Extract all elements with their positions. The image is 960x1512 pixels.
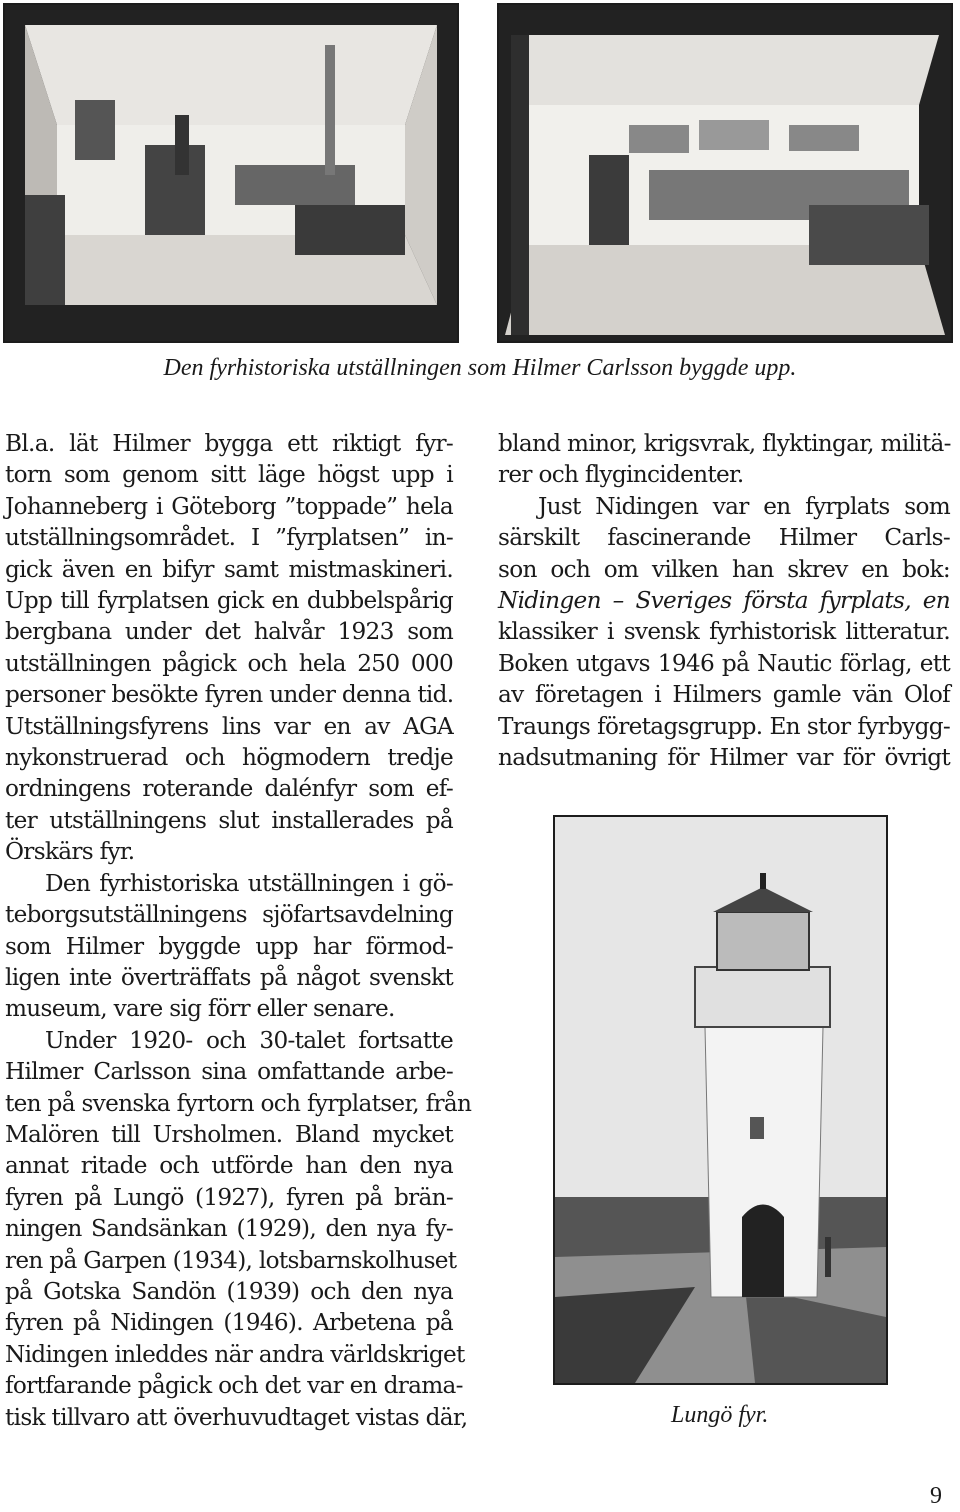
text-line: bergbana under det halvår 1923 som [5,618,453,646]
text-line: Nidingen inleddes när andra världskriget [5,1340,465,1368]
text-line: personer besökte fyren under denna tid. [5,681,454,709]
text-line: nadsutmaning för Hilmer var för övrigt [498,744,950,772]
text-line: av företagen i Hilmers gamle vän Olof [498,681,950,709]
text-line: fyren på Nidingen (1946). Arbetena på [5,1309,453,1337]
text-line: rer och flygincidenter. [498,461,744,489]
text-line: Just Nidingen var en fyrplats som [538,492,950,520]
text-line: särskilt fascinerande Hilmer Carls- [498,524,950,552]
text-line: Bl.a. lät Hilmer bygga ett riktigt fyr- [5,430,453,457]
text-column-left [5,428,472,1433]
text-line: Hilmer Carlsson sina omfattande arbe- [5,1058,453,1086]
text-line: museum, vare sig förr eller senare. [5,995,395,1023]
text-line: Örskärs fyr. [5,838,135,866]
text-line: utställningsområdet. I ”fyrplatsen” in- [5,524,453,552]
text-line: ren på Garpen (1934), lotsbarnskolhuset [5,1246,457,1274]
text-line: Utställningsfyrens lins var en av AGA [5,712,453,740]
exhibition-photo-right [497,3,953,343]
text-line: Den fyrhistoriska utställningen i gö- [45,869,453,897]
text-line: bland minor, krigsvrak, flyktingar, militä- [498,430,951,457]
text-line: ten på svenska fyrtorn och fyrplatser, från [5,1089,472,1117]
text-line: utställningen pågick och hela 250 000 [5,649,453,677]
text-line: ter utställningens slut installerades på [5,806,453,834]
text-line: klassiker i svensk fyrhistorisk litteratur. [498,618,950,646]
text-line: Upp till fyrplatsen gick en dubbelspårig [5,587,453,615]
text-line: Malören till Ursholmen. Bland mycket [5,1120,453,1148]
text-line: torn som genom sitt läge högst upp i [5,461,453,489]
text-line: tisk tillvaro att överhuvudtaget vistas där, [5,1403,468,1431]
text-line: ligen inte överträffats på något svenskt [5,963,453,991]
text-line: fyren på Lungö (1927), fyren på brän- [5,1183,453,1211]
page-number: 9 [930,1483,942,1509]
text-line: fortfarande pågick och det var en drama- [5,1372,463,1400]
text-line: Boken utgavs 1946 på Nautic förlag, ett [498,649,950,677]
text-line: gick även en bifyr samt mistmaskineri. [5,555,453,583]
text-line: annat ritade och utförde han den nya [5,1152,453,1180]
text-line: Traungs företagsgrupp. En stor fyrbygg- [498,712,950,740]
text-column-right [498,428,950,773]
text-line: teborgsutställningens sjöfartsavdelning [5,901,453,929]
text-line: nykonstruerad och högmodern tredje [5,744,453,772]
text-line: ordningens roterande dalénfyr som ef- [5,775,453,803]
lighthouse-photo [553,815,888,1385]
text-line: ningen Sandsänkan (1929), den nya fy- [5,1215,453,1243]
text-line: på Gotska Sandön (1939) och den nya [5,1277,453,1305]
text-line: Nidingen – Sveriges första fyrplats, en [498,587,950,615]
text-line: som Hilmer byggde upp har förmod- [5,932,453,960]
text-line: Johanneberg i Göteborg ”toppade” hela [5,492,453,520]
exhibition-photo-left [3,3,459,343]
text-line: son och om vilken han skrev en bok: [498,555,950,583]
figure-caption-exhibition: Den fyrhistoriska utställningen som Hilmer Carlsson byggde upp. [163,355,797,381]
text-line: Under 1920- och 30-talet fortsatte [45,1026,453,1054]
figure-caption-lighthouse: Lungö fyr. [671,1402,769,1428]
